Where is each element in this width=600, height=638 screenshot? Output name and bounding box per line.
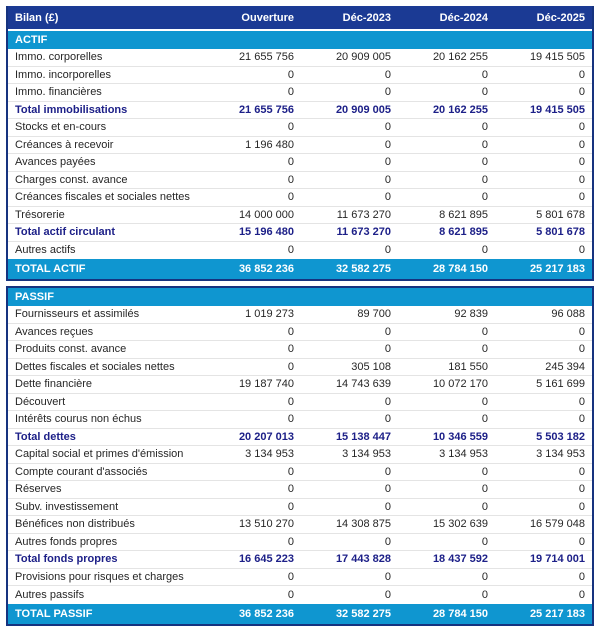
row-value: 0 xyxy=(287,483,294,496)
row-value: 21 655 756 xyxy=(238,103,294,116)
row-value: 3 134 953 xyxy=(245,448,294,461)
row-value: 0 xyxy=(384,68,391,81)
table-row xyxy=(8,394,592,412)
row-value: 89 700 xyxy=(357,308,391,321)
row-value: 0 xyxy=(384,86,391,99)
table-row xyxy=(8,411,592,429)
row-value: 0 xyxy=(384,343,391,356)
row-value: 0 xyxy=(384,244,391,257)
row-value: 20 162 255 xyxy=(432,51,488,64)
row-label: Immo. corporelles xyxy=(15,51,103,64)
row-value: 8 621 895 xyxy=(439,226,488,239)
row-value: 0 xyxy=(578,483,585,496)
row-value: 0 xyxy=(481,138,488,151)
total-passif-value: 36 852 236 xyxy=(238,607,294,620)
row-value: 0 xyxy=(578,191,585,204)
row-value: 14 743 639 xyxy=(335,378,391,391)
row-value: 1 196 480 xyxy=(245,138,294,151)
row-label: Produits const. avance xyxy=(15,343,127,356)
row-value: 0 xyxy=(578,138,585,151)
table-row xyxy=(8,499,592,517)
row-value: 0 xyxy=(578,121,585,134)
row-value: 19 415 505 xyxy=(529,103,585,116)
table-row xyxy=(8,84,592,102)
section-header-passif: PASSIF xyxy=(8,288,592,306)
row-value: 0 xyxy=(384,570,391,583)
row-label: Subv. investissement xyxy=(15,500,119,513)
table-row xyxy=(8,306,592,324)
row-value: 0 xyxy=(578,500,585,513)
row-label: Découvert xyxy=(15,395,66,408)
total-actif-value: 25 217 183 xyxy=(529,263,585,275)
row-label: Immo. financières xyxy=(15,86,102,99)
row-value: 1 019 273 xyxy=(245,308,294,321)
row-value: 0 xyxy=(287,244,294,257)
row-value: 96 088 xyxy=(551,308,585,321)
row-value: 0 xyxy=(287,325,294,338)
row-value: 0 xyxy=(287,395,294,408)
row-value: 0 xyxy=(287,360,294,373)
row-value: 0 xyxy=(578,244,585,257)
row-value: 0 xyxy=(287,535,294,548)
row-value: 18 437 592 xyxy=(432,553,488,566)
row-value: 0 xyxy=(481,325,488,338)
table-row xyxy=(8,446,592,464)
passif-rows xyxy=(8,306,592,604)
table-row xyxy=(8,324,592,342)
row-value: 3 134 953 xyxy=(439,448,488,461)
total-actif-value: 32 582 275 xyxy=(335,263,391,275)
row-label: Total immobilisations xyxy=(15,103,128,116)
row-value: 20 162 255 xyxy=(432,103,488,116)
table-row xyxy=(8,189,592,207)
table-row xyxy=(8,429,592,447)
row-value: 19 714 001 xyxy=(529,553,585,566)
header-col-dec-2024: Déc-2024 xyxy=(439,11,488,24)
row-value: 0 xyxy=(578,173,585,186)
total-actif-value: 28 784 150 xyxy=(432,263,488,275)
row-value: 0 xyxy=(481,535,488,548)
row-value: 15 196 480 xyxy=(238,226,294,239)
row-value: 0 xyxy=(384,413,391,426)
total-passif-row xyxy=(8,604,592,624)
header-col-dec-2023: Déc-2023 xyxy=(342,11,391,24)
row-value: 0 xyxy=(481,395,488,408)
row-value: 19 415 505 xyxy=(529,51,585,64)
row-label: Réserves xyxy=(15,483,62,496)
table-row xyxy=(8,242,592,260)
row-label: Capital social et primes d'émission xyxy=(15,448,184,461)
table-header-row xyxy=(8,6,592,31)
row-value: 0 xyxy=(578,86,585,99)
row-value: 0 xyxy=(481,156,488,169)
total-passif-label: TOTAL PASSIF xyxy=(15,607,93,620)
row-value: 0 xyxy=(578,395,585,408)
row-value: 0 xyxy=(481,244,488,257)
row-value: 0 xyxy=(481,588,488,601)
row-value: 0 xyxy=(578,465,585,478)
row-value: 11 673 270 xyxy=(336,226,391,239)
table-row xyxy=(8,67,592,85)
row-label: Provisions pour risques et charges xyxy=(15,570,184,583)
row-value: 0 xyxy=(578,413,585,426)
table-row xyxy=(8,376,592,394)
row-value: 3 134 953 xyxy=(342,448,391,461)
table-row xyxy=(8,172,592,190)
passif-table xyxy=(6,286,594,626)
row-value: 0 xyxy=(384,588,391,601)
row-value: 0 xyxy=(287,500,294,513)
row-value: 0 xyxy=(578,156,585,169)
row-value: 305 108 xyxy=(351,360,391,373)
row-label: Créances à recevoir xyxy=(15,138,114,151)
row-label: Dette financière xyxy=(15,378,93,391)
row-value: 0 xyxy=(384,191,391,204)
table-row xyxy=(8,154,592,172)
table-row xyxy=(8,551,592,569)
row-value: 16 579 048 xyxy=(529,518,585,531)
row-value: 10 072 170 xyxy=(432,378,488,391)
row-value: 0 xyxy=(481,413,488,426)
table-row xyxy=(8,359,592,377)
row-value: 0 xyxy=(384,325,391,338)
header-col-dec-2025: Déc-2025 xyxy=(536,11,585,24)
total-passif-value: 25 217 183 xyxy=(529,607,585,620)
table-row xyxy=(8,207,592,225)
row-value: 0 xyxy=(481,86,488,99)
row-value: 0 xyxy=(287,86,294,99)
row-value: 5 801 678 xyxy=(536,226,585,239)
row-value: 8 621 895 xyxy=(439,208,488,221)
total-passif-value: 28 784 150 xyxy=(432,607,488,620)
row-value: 21 655 756 xyxy=(238,51,294,64)
row-value: 0 xyxy=(287,465,294,478)
row-value: 15 138 447 xyxy=(335,430,391,443)
row-value: 0 xyxy=(384,483,391,496)
table-row xyxy=(8,481,592,499)
row-label: Total actif circulant xyxy=(15,226,116,239)
row-value: 20 207 013 xyxy=(238,430,294,443)
table-row xyxy=(8,534,592,552)
row-value: 19 187 740 xyxy=(238,378,294,391)
row-value: 0 xyxy=(384,173,391,186)
actif-table xyxy=(6,6,594,281)
row-value: 0 xyxy=(384,535,391,548)
row-label: Immo. incorporelles xyxy=(15,68,111,81)
row-label: Autres fonds propres xyxy=(15,535,118,548)
row-value: 13 510 270 xyxy=(238,518,294,531)
table-row xyxy=(8,569,592,587)
table-row xyxy=(8,137,592,155)
row-value: 0 xyxy=(287,570,294,583)
row-label: Autres passifs xyxy=(15,588,85,601)
row-value: 16 645 223 xyxy=(238,553,294,566)
row-value: 5 161 699 xyxy=(536,378,585,391)
row-label: Fournisseurs et assimilés xyxy=(15,308,140,321)
row-value: 0 xyxy=(481,483,488,496)
row-value: 14 000 000 xyxy=(238,208,294,221)
row-value: 0 xyxy=(287,68,294,81)
row-value: 0 xyxy=(481,343,488,356)
row-value: 0 xyxy=(481,465,488,478)
row-value: 245 394 xyxy=(545,360,585,373)
row-value: 15 302 639 xyxy=(432,518,488,531)
row-label: Bénéfices non distribués xyxy=(15,518,135,531)
row-label: Total fonds propres xyxy=(15,553,118,566)
section-header-actif: ACTIF xyxy=(8,31,592,49)
row-value: 5 801 678 xyxy=(536,208,585,221)
row-value: 0 xyxy=(481,173,488,186)
row-value: 10 346 559 xyxy=(432,430,488,443)
row-value: 0 xyxy=(287,343,294,356)
row-value: 0 xyxy=(481,191,488,204)
row-value: 0 xyxy=(578,570,585,583)
total-actif-label: TOTAL ACTIF xyxy=(15,263,86,275)
row-label: Avances payées xyxy=(15,156,96,169)
total-passif-value: 32 582 275 xyxy=(335,607,391,620)
row-value: 0 xyxy=(481,68,488,81)
row-value: 20 909 005 xyxy=(335,51,391,64)
table-row xyxy=(8,586,592,604)
total-actif-value: 36 852 236 xyxy=(238,263,294,275)
header-bilan-label: Bilan (£) xyxy=(15,11,59,24)
row-label: Compte courant d'associés xyxy=(15,465,148,478)
row-value: 0 xyxy=(481,121,488,134)
table-row xyxy=(8,464,592,482)
actif-rows xyxy=(8,49,592,259)
row-value: 0 xyxy=(578,343,585,356)
row-value: 0 xyxy=(578,535,585,548)
row-value: 0 xyxy=(578,588,585,601)
row-value: 0 xyxy=(578,68,585,81)
row-value: 92 839 xyxy=(454,308,488,321)
row-value: 17 443 828 xyxy=(335,553,391,566)
row-value: 5 503 182 xyxy=(536,430,585,443)
row-label: Total dettes xyxy=(15,430,76,443)
row-value: 0 xyxy=(287,191,294,204)
row-label: Charges const. avance xyxy=(15,173,128,186)
table-row xyxy=(8,119,592,137)
row-value: 0 xyxy=(287,588,294,601)
row-value: 14 308 875 xyxy=(335,518,391,531)
row-value: 0 xyxy=(287,156,294,169)
row-label: Stocks et en-cours xyxy=(15,121,107,134)
row-value: 0 xyxy=(287,173,294,186)
row-value: 0 xyxy=(384,138,391,151)
row-value: 0 xyxy=(287,121,294,134)
row-value: 0 xyxy=(287,413,294,426)
row-value: 0 xyxy=(578,325,585,338)
row-value: 0 xyxy=(384,121,391,134)
total-actif-row xyxy=(8,259,592,279)
row-value: 11 673 270 xyxy=(336,208,391,221)
row-value: 0 xyxy=(384,395,391,408)
row-value: 3 134 953 xyxy=(536,448,585,461)
row-value: 0 xyxy=(384,500,391,513)
row-label: Avances reçues xyxy=(15,325,94,338)
row-value: 0 xyxy=(384,156,391,169)
table-row xyxy=(8,102,592,120)
row-label: Créances fiscales et sociales nettes xyxy=(15,191,190,204)
row-value: 20 909 005 xyxy=(335,103,391,116)
row-label: Dettes fiscales et sociales nettes xyxy=(15,360,175,373)
row-label: Autres actifs xyxy=(15,244,76,257)
row-value: 0 xyxy=(481,500,488,513)
header-col-ouverture: Ouverture xyxy=(241,11,294,24)
row-value: 181 550 xyxy=(448,360,488,373)
row-label: Intérêts courus non échus xyxy=(15,413,142,426)
row-value: 0 xyxy=(384,465,391,478)
table-row xyxy=(8,224,592,242)
table-row xyxy=(8,341,592,359)
row-value: 0 xyxy=(481,570,488,583)
table-row xyxy=(8,516,592,534)
row-label: Trésorerie xyxy=(15,208,65,221)
table-row xyxy=(8,49,592,67)
